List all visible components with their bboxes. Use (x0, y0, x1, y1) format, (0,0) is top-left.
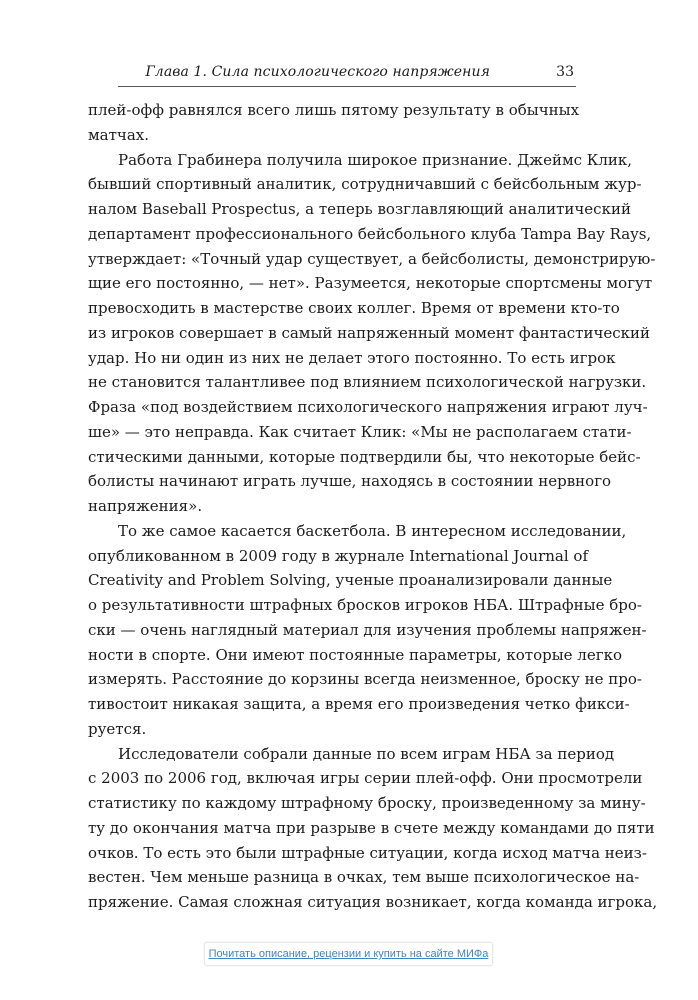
text-line: стическими данными, которые подтвердили бы, что некоторые бейс- (88, 447, 641, 466)
text-line: о результативности штрафных бросков игроков НБА. Штрафные бро- (88, 596, 642, 614)
text-line: утверждает: «Точный удар существует, а бейсболисты, демонстрирую- (88, 249, 656, 268)
paragraph (88, 98, 580, 148)
text-line: щие его постоянно, — нет». Разумеется, некоторые спортсмены могут (88, 274, 653, 293)
text-line: болисты начинают играть лучше, находясь в состоянии нервного (88, 472, 612, 491)
paragraph (88, 148, 656, 519)
text-line: То же самое касается баскетбола. В интересном исследовании, (118, 521, 627, 540)
text-line: с 2003 по 2006 год, включая игры серии плей-офф. Они просмотрели (88, 769, 643, 788)
text-line: ности в спорте. Они имеют постоянные параметры, которые легко (88, 645, 622, 664)
text-line: плей-офф равнялся всего лишь пятому результату в обычных (88, 101, 580, 119)
text-line: ту до окончания матча при разрыве в счете между командами до пяти (88, 818, 655, 837)
text-line: Работа Грабинера получила широкое признание. Джеймс Клик, (118, 150, 633, 169)
text-line: Фраза «под воздействием психологического напряжения играют луч- (88, 398, 648, 416)
text-line: опубликованном в 2009 году в журнале International Journal of (88, 546, 589, 565)
text-line: Исследователи собрали данные по всем играм НБА за период (118, 744, 615, 763)
text-line: измерять. Расстояние до корзины всегда неизменное, броску не про- (88, 670, 642, 689)
text-line: ски — очень наглядный материал для изучения проблемы напряжен- (88, 620, 647, 639)
text-line: пряжение. Самая сложная ситуация возникает, когда команда игрока, (88, 893, 658, 911)
text-line: тивостоит никакая защита, а время его произведения четко фикси- (88, 695, 630, 713)
running-header (118, 64, 576, 87)
text-line: превосходить в мастерстве своих коллег. Время от времени кто-то (88, 299, 620, 317)
text-line: напряжения». (88, 497, 203, 515)
text-line: статистику по каждому штрафному броску, произведенному за мину- (88, 794, 646, 812)
text-line: ше» — это неправда. Как считает Клик: «Мы не располагаем стати- (88, 422, 632, 441)
buy-on-mif-link[interactable]: Почитать описание, рецензии и купить на сайте МИФа (204, 942, 493, 966)
text-line: матчах. (88, 125, 149, 144)
paragraph (88, 519, 647, 742)
text-line: не становится талантливее под влиянием психологической нагрузки. (88, 373, 647, 392)
text-line: очков. То есть это были штрафные ситуации, когда исход матча неиз- (88, 843, 647, 862)
text-line: руется. (88, 719, 147, 738)
text-line: Creativity and Problem Solving, ученые проанализировали данные (88, 571, 613, 590)
text-line: налом Baseball Prospectus, а теперь возглавляющий аналитический (88, 200, 631, 218)
page-number: 33 (556, 64, 574, 80)
chapter-title: Глава 1. Сила психологического напряжения (145, 64, 490, 80)
text-line: бывший спортивный аналитик, сотрудничавший с бейсбольным жур- (88, 175, 642, 194)
text-line: вестен. Чем меньше разница в очках, тем выше психологическое на- (88, 868, 640, 887)
text-line: из игроков совершает в самый напряженный момент фантастический (88, 323, 651, 342)
text-line: удар. Но ни один из них не делает этого постоянно. То есть игрок (88, 348, 616, 367)
text-line: департамент профессионального бейсбольного клуба Tampa Bay Rays, (88, 224, 652, 243)
paragraph (88, 742, 658, 915)
page-body (88, 98, 658, 915)
